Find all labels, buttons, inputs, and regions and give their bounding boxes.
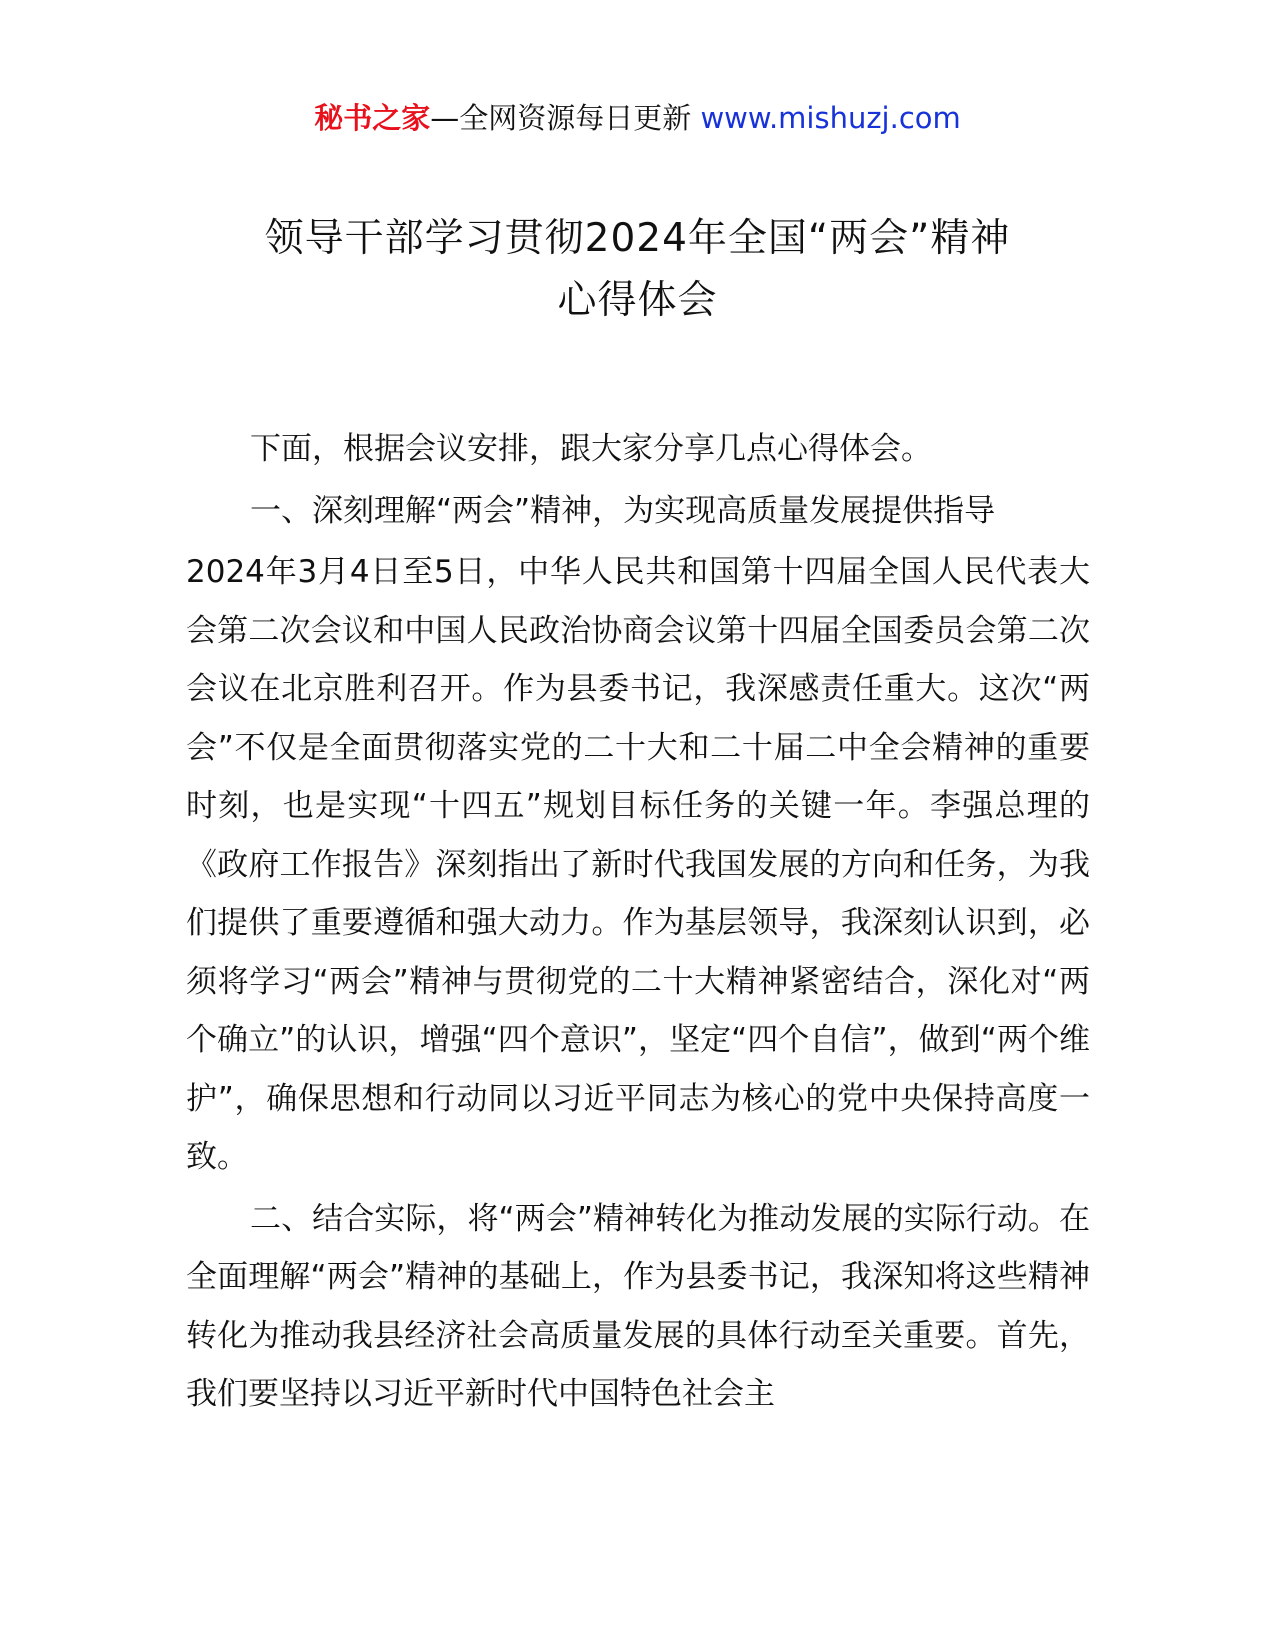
site-header xyxy=(0,96,1275,140)
section-2-paragraph: 二、结合实际，将“两会”精神转化为推动发展的实际行动。在全面理解“两会”精神的基础上，作为县委书记，我深知将这些精神转化为推动我县经济社会高质量发展的具体行动至关重要。首先，我们要坚持以习近平新时代中国特色社会主 xyxy=(186,1200,1090,1412)
title-line-1: 领导干部学习贯彻2024年全国“两会”精神 xyxy=(264,216,1011,261)
document-body xyxy=(186,420,1090,1427)
header-tagline: —全网资源每日更新 xyxy=(430,101,692,135)
brand-name: 秘书之家 xyxy=(314,101,431,135)
intro-paragraph: 下面，根据会议安排，跟大家分享几点心得体会。 xyxy=(250,431,932,467)
document-title xyxy=(0,208,1275,332)
section-1-heading: 一、深刻理解“两会”精神，为实现高质量发展提供指导 xyxy=(250,492,996,529)
section-1-paragraph: 2024年3月4日至5日，中华人民共和国第十四届全国人民代表大会第二次会议和中国人民政治协商会议第十四届全国委员会第二次会议在北京胜利召开。作为县委书记，我深感责任重大。这次“两会”不仅是全面贯彻落实党的二十大和二十届二中全会精神的重要时刻，也是实现“十四五”规划目标任务的关键一年。李强总理的《政府工作报告》深刻指出了新时代我国发展的方向和任务，为我们提供了重要遵循和强大动力。作为基层领导，我深刻认识到，必须将学习“两会”精神与贯彻党的二十大精神紧密结合，深化对“两个确立”的认识，增强“四个意识”，坚定“四个自信”，做到“两个维护”，确保思想和行动同以习近平同志为核心的党中央保持高度一致。 xyxy=(186,554,1090,1175)
title-line-2: 心得体会 xyxy=(557,278,718,323)
site-url-link[interactable]: www.mishuzj.com xyxy=(700,101,961,135)
